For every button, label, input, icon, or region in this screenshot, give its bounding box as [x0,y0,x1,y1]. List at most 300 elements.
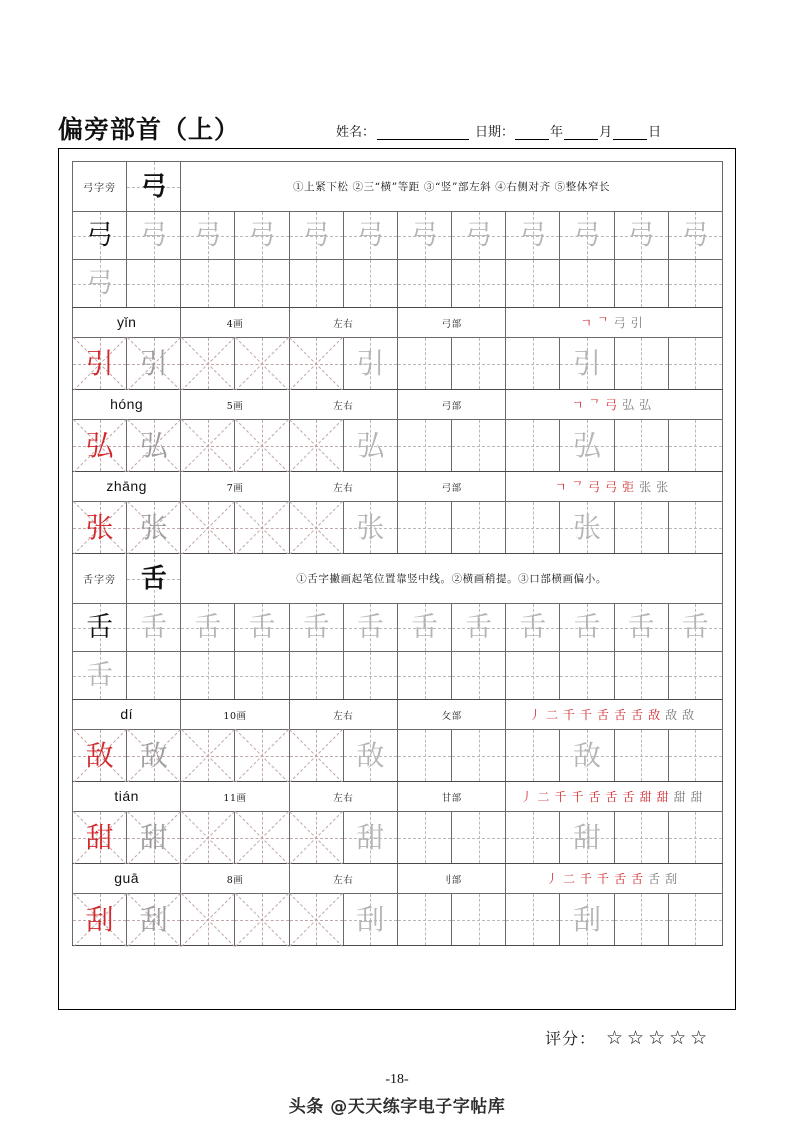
pinyin-label: hóng [110,395,144,412]
stroke-order-cell [506,308,723,338]
practice-cell[interactable] [506,730,560,782]
practice-cell[interactable] [73,730,127,782]
practice-cell[interactable] [343,730,397,782]
practice-cell[interactable] [560,604,614,652]
stroke-order-step: 舌 [614,707,632,722]
practice-character: 敌 [139,738,168,772]
practice-character: 弘 [572,428,601,462]
practice-character: 舌 [411,612,439,643]
stroke-order-step: 丿 [520,789,538,804]
stroke-count-cell [181,472,289,502]
radical-dept-cell [397,308,505,338]
stroke-order-step: 二 [563,871,581,886]
rating-stars[interactable]: ☆☆☆☆☆ [606,1026,712,1049]
practice-cell[interactable] [452,730,506,782]
structure-cell [289,308,397,338]
practice-character: 引 [139,346,168,380]
radical-name-label: 弓字旁 [83,182,117,194]
practice-cell[interactable] [73,338,127,390]
practice-cell[interactable] [668,260,722,308]
practice-cell[interactable] [73,652,127,700]
practice-character: 张 [139,510,168,544]
radical-heading-row [73,554,723,604]
practice-character: 弘 [139,428,168,462]
practice-cell[interactable] [127,502,181,554]
pinyin-label: dí [120,705,133,722]
structure-cell [289,782,397,812]
practice-cell[interactable] [127,652,181,700]
practice-cell[interactable] [560,212,614,260]
practice-cell[interactable] [343,652,397,700]
mi-grid-diagonals [181,502,234,553]
practice-cell[interactable] [73,420,127,472]
practice-cell[interactable] [181,604,235,652]
practice-cell[interactable] [668,502,722,554]
radical-dept-label: 攵部 [441,710,462,722]
stroke-order-step: 千 [580,707,598,722]
practice-cell[interactable] [289,502,343,554]
character-info-row [73,700,723,730]
watermark: 头条 @天天练字电子字帖库 [288,1097,506,1117]
year-unit-label: 年 [550,124,564,139]
character-practice-row [73,502,723,554]
practice-cell[interactable] [560,420,614,472]
practice-cell[interactable] [235,420,289,472]
name-input-blank[interactable] [377,126,469,140]
stroke-order-step: 张 [639,479,657,494]
practice-cell[interactable] [397,212,451,260]
practice-character: 弘 [356,428,385,462]
mi-grid-diagonals [290,420,343,471]
practice-cell[interactable] [397,652,451,700]
character-info-row [73,390,723,420]
pinyin-label: tián [114,787,139,804]
practice-cell[interactable] [235,604,289,652]
practice-character: 引 [85,346,114,380]
practice-cell[interactable] [343,260,397,308]
practice-character: 舌 [302,612,330,643]
practice-cell[interactable] [614,894,668,946]
practice-cell[interactable] [560,502,614,554]
practice-cell[interactable] [668,894,722,946]
character-practice-row [73,420,723,472]
practice-cell[interactable] [127,894,181,946]
practice-cell[interactable] [397,260,451,308]
practice-cell[interactable] [127,730,181,782]
practice-cell[interactable] [614,260,668,308]
stroke-order-cell [506,472,723,502]
stroke-count-cell [181,782,289,812]
stroke-order-step: 千 [563,707,581,722]
practice-cell[interactable] [181,502,235,554]
stroke-order-step: 弓 [605,397,623,412]
mi-grid-diagonals [235,730,288,781]
stroke-order-sequence [580,316,647,330]
pinyin-cell [73,472,181,502]
practice-cell[interactable] [668,420,722,472]
structure-label: 左右 [333,400,354,412]
mi-grid-diagonals [290,338,343,389]
practice-cell[interactable] [506,604,560,652]
stroke-order-step: 舌 [614,871,632,886]
stroke-count-label: 11画 [223,792,247,804]
practice-cell[interactable] [506,894,560,946]
stroke-count-cell [181,390,289,420]
practice-character: 弘 [85,428,114,462]
practice-cell[interactable] [614,212,668,260]
character-practice-row [73,894,723,946]
pinyin-label: guā [114,869,140,886]
practice-cell[interactable] [343,604,397,652]
practice-character: 舌 [627,612,655,643]
practice-cell[interactable] [343,338,397,390]
stroke-order-step: 弡 [622,479,640,494]
practice-cell[interactable] [397,502,451,554]
practice-cell[interactable] [289,420,343,472]
practice-cell[interactable] [614,420,668,472]
mi-grid-diagonals [290,812,343,863]
practice-cell[interactable] [560,894,614,946]
practice-cell[interactable] [614,730,668,782]
character-info-row [73,864,723,894]
practice-character: 张 [356,510,385,544]
practice-cell[interactable] [452,502,506,554]
stroke-order-cell [506,782,723,812]
stroke-order-sequence [520,790,707,804]
practice-cell[interactable] [127,812,181,864]
practice-cell[interactable] [614,502,668,554]
character-info-row [73,308,723,338]
character-practice-row [73,730,723,782]
practice-cell[interactable] [560,338,614,390]
practice-cell[interactable] [452,812,506,864]
practice-cell[interactable] [181,338,235,390]
practice-character: 刮 [356,902,385,936]
stroke-order-step: 千 [571,789,589,804]
practice-cell[interactable] [668,652,722,700]
structure-cell [289,390,397,420]
practice-cell[interactable] [289,652,343,700]
practice-cell[interactable] [397,812,451,864]
practice-cell[interactable] [397,894,451,946]
practice-character: 弓 [356,220,384,251]
radical-tips-cell: ①舌字撇画起笔位置靠竖中线。②横画稍提。③口部横画偏小。 [181,554,723,604]
practice-cell[interactable] [506,338,560,390]
practice-character: 舌 [356,612,384,643]
date-label: 日期： [475,124,515,139]
practice-character: 弓 [573,220,601,251]
rating-row [545,1026,711,1049]
practice-cell[interactable] [506,212,560,260]
practice-character: 弓 [465,220,493,251]
mi-grid-diagonals [181,420,234,471]
pinyin-cell [73,308,181,338]
structure-label: 左右 [333,874,354,886]
practice-cell[interactable] [668,730,722,782]
practice-cell[interactable] [127,338,181,390]
practice-cell[interactable] [289,812,343,864]
radical-dept-cell [397,700,505,730]
practice-cell[interactable] [614,652,668,700]
practice-character: 张 [572,510,601,544]
practice-cell[interactable] [127,604,181,652]
practice-cell[interactable] [343,212,397,260]
mi-grid-diagonals [290,730,343,781]
stroke-order-step: 二 [546,707,564,722]
radical-model-glyph: 弓 [140,171,167,202]
day-input-blank[interactable] [613,126,647,140]
practice-cell[interactable] [289,212,343,260]
stroke-order-step: ᄀ [588,397,606,412]
mi-grid-diagonals [235,894,288,945]
practice-character: 舌 [86,660,114,691]
practice-cell[interactable] [127,212,181,260]
radical-dept-cell [397,864,505,894]
practice-cell[interactable] [614,812,668,864]
practice-character: 甜 [139,820,168,854]
worksheet-header [58,98,738,142]
practice-cell[interactable] [343,502,397,554]
practice-character: 弓 [302,220,330,251]
practice-cell[interactable] [181,652,235,700]
practice-cell[interactable] [668,338,722,390]
practice-cell[interactable] [397,338,451,390]
radical-dept-cell [397,390,505,420]
structure-label: 左右 [333,482,354,494]
practice-cell[interactable] [343,812,397,864]
name-label: 姓名： [336,124,376,139]
practice-cell[interactable] [506,260,560,308]
practice-cell[interactable] [289,894,343,946]
practice-cell[interactable] [343,894,397,946]
pinyin-label: zhāng [106,477,147,494]
practice-cell[interactable] [668,212,722,260]
character-practice-row [73,812,723,864]
stroke-order-step: 弘 [622,397,640,412]
practice-character: 甜 [85,820,114,854]
practice-cell[interactable] [506,502,560,554]
structure-label: 左右 [333,318,354,330]
practice-cell[interactable] [560,730,614,782]
practice-cell[interactable] [452,420,506,472]
practice-cell[interactable] [289,260,343,308]
stroke-order-step: 舌 [605,789,623,804]
practice-cell[interactable] [289,730,343,782]
practice-character: 舌 [519,612,547,643]
radical-practice-row [73,604,723,652]
stroke-order-step: 敌 [665,707,683,722]
practice-cell[interactable] [181,260,235,308]
radical-dept-label: 甘部 [441,792,462,804]
practice-cell[interactable] [614,338,668,390]
radical-heading-row [73,162,723,212]
practice-character: 弓 [86,268,114,299]
practice-cell[interactable] [235,260,289,308]
stroke-count-cell [181,700,289,730]
practice-cell[interactable] [452,894,506,946]
practice-character: 刮 [85,902,114,936]
structure-cell [289,864,397,894]
practice-character: 张 [85,510,114,544]
stroke-order-sequence [572,398,656,412]
stroke-count-label: 10画 [223,710,247,722]
stroke-order-step: 敌 [682,707,700,722]
practice-cell[interactable] [235,212,289,260]
stroke-count-cell [181,864,289,894]
header-fields [336,121,661,142]
radical-practice-row [73,212,723,260]
practice-cell[interactable] [452,604,506,652]
stroke-order-step: 丿 [528,707,546,722]
stroke-order-step: 舌 [631,871,649,886]
practice-cell[interactable] [560,652,614,700]
radical-dept-cell [397,472,505,502]
stroke-order-step: 舌 [631,707,649,722]
mi-grid-diagonals [181,812,234,863]
year-input-blank[interactable] [515,126,549,140]
practice-cell[interactable] [235,652,289,700]
stroke-order-step: 弓 [605,479,623,494]
practice-cell[interactable] [73,260,127,308]
practice-cell[interactable] [235,338,289,390]
practice-character: 弓 [248,220,276,251]
month-input-blank[interactable] [564,126,598,140]
practice-cell[interactable] [614,604,668,652]
practice-grid [72,161,723,946]
stroke-order-step: 甜 [673,789,691,804]
practice-cell[interactable] [397,604,451,652]
practice-character: 甜 [572,820,601,854]
practice-character: 敌 [356,738,385,772]
pinyin-cell [73,700,181,730]
practice-cell[interactable] [181,212,235,260]
stroke-order-step: 千 [580,871,598,886]
stroke-order-step: 舌 [597,707,615,722]
practice-cell[interactable] [452,260,506,308]
practice-cell[interactable] [452,338,506,390]
stroke-order-step: 张 [656,479,674,494]
mi-grid-diagonals [290,502,343,553]
structure-cell [289,472,397,502]
structure-label: 左右 [333,710,354,722]
practice-cell[interactable] [560,812,614,864]
practice-character: 舌 [86,612,114,643]
practice-cell[interactable] [343,420,397,472]
stroke-order-step: 刮 [665,871,683,886]
radical-name-cell [73,162,127,212]
practice-cell[interactable] [289,338,343,390]
stroke-count-label: 4画 [226,318,244,330]
radical-dept-label: 刂部 [441,874,462,886]
stroke-count-label: 8画 [226,874,244,886]
radical-model-cell [127,162,181,212]
character-info-row [73,782,723,812]
practice-cell[interactable] [73,812,127,864]
page-title: 偏旁部首（上） [58,115,241,144]
practice-cell[interactable] [668,812,722,864]
practice-character: 刮 [139,902,168,936]
practice-cell[interactable] [127,260,181,308]
practice-character: 弓 [411,220,439,251]
practice-character: 敌 [572,738,601,772]
radical-model-cell [127,554,181,604]
practice-cell[interactable] [181,420,235,472]
practice-cell[interactable] [73,502,127,554]
radical-model-glyph: 舌 [140,563,167,594]
stroke-order-cell [506,864,723,894]
pinyin-label: yǐn [116,313,137,330]
practice-character: 刮 [572,902,601,936]
pinyin-cell [73,864,181,894]
practice-cell[interactable] [452,652,506,700]
practice-cell[interactable] [73,604,127,652]
practice-cell[interactable] [506,652,560,700]
practice-cell[interactable] [235,730,289,782]
stroke-order-step: 舌 [588,789,606,804]
practice-cell[interactable] [289,604,343,652]
stroke-order-step: 二 [537,789,555,804]
stroke-order-step: 甜 [656,789,674,804]
practice-cell[interactable] [235,502,289,554]
stroke-order-step: 千 [554,789,572,804]
practice-cell[interactable] [506,812,560,864]
stroke-count-cell [181,308,289,338]
stroke-order-sequence [546,872,682,886]
practice-cell[interactable] [506,420,560,472]
practice-character: 弓 [194,220,222,251]
stroke-order-step: 丿 [546,871,564,886]
stroke-order-step: 敌 [648,707,666,722]
stroke-order-sequence [529,708,699,722]
radical-dept-cell [397,782,505,812]
pinyin-cell [73,782,181,812]
practice-cell[interactable] [181,730,235,782]
practice-sheet [72,161,722,946]
practice-cell[interactable] [73,894,127,946]
practice-cell[interactable] [181,894,235,946]
practice-cell[interactable] [668,604,722,652]
practice-cell[interactable] [235,894,289,946]
practice-character: 舌 [681,612,709,643]
practice-character: 舌 [194,612,222,643]
mi-grid-diagonals [290,894,343,945]
practice-cell[interactable] [127,420,181,472]
radical-name-cell [73,554,127,604]
radical-dept-label: 弓部 [441,318,462,330]
rating-label: 评分： [545,1029,597,1048]
practice-cell[interactable] [560,260,614,308]
mi-grid-diagonals [235,420,288,471]
stroke-count-label: 5画 [226,400,244,412]
practice-cell[interactable] [181,812,235,864]
practice-character: 弓 [140,220,168,251]
stroke-order-step: ㄱ [571,397,589,412]
practice-character: 弓 [519,220,547,251]
practice-character: 引 [572,346,601,380]
practice-cell[interactable] [452,212,506,260]
practice-character: 舌 [248,612,276,643]
practice-cell[interactable] [235,812,289,864]
stroke-order-step: 弓 [613,315,631,330]
practice-cell[interactable] [397,420,451,472]
month-unit-label: 月 [599,124,613,139]
practice-cell[interactable] [397,730,451,782]
practice-cell[interactable] [73,212,127,260]
mi-grid-diagonals [235,338,288,389]
stroke-order-cell [506,390,723,420]
practice-character: 舌 [465,612,493,643]
stroke-order-cell [506,700,723,730]
